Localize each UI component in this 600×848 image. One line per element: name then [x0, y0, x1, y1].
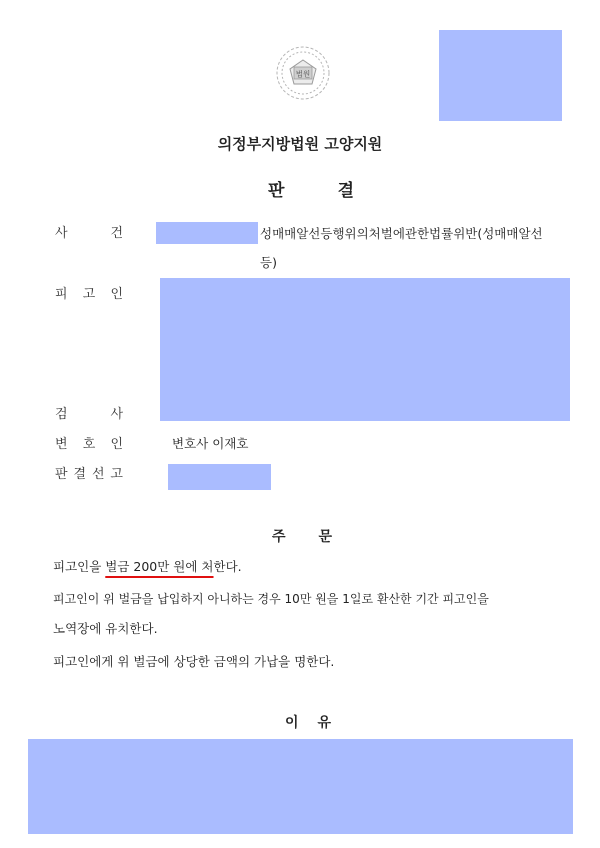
order-line-1-underlined: 벌금 200만 원에 처 [105, 559, 214, 574]
verdict-date-label: 판 결 선 고 [55, 467, 123, 482]
redacted-block-top-right [439, 30, 562, 121]
defendant-label: 피 고 인 [55, 287, 123, 302]
redacted-defendant-info [160, 278, 570, 421]
document-title-char: 판 [268, 181, 285, 201]
redacted-reason-body [28, 739, 573, 834]
seal-text: 법원 [295, 69, 311, 79]
reason-heading: 이 유 [285, 715, 331, 731]
case-title-line1: 성매매알선등행위의처벌에관한법률위반(성매매알선 [260, 226, 543, 241]
counsel-value: 변호사 이재호 [172, 436, 249, 451]
document-title-char: 결 [337, 181, 354, 201]
order-heading: 주 문 [272, 529, 332, 545]
case-label: 사 건 [55, 226, 123, 241]
court-seal-icon [272, 40, 334, 102]
order-line-3: 노역장에 유치한다. [53, 621, 158, 636]
redacted-case-number [156, 222, 258, 244]
order-line-4: 피고인에게 위 벌금에 상당한 금액의 가납을 명한다. [53, 654, 335, 669]
redacted-verdict-date [168, 464, 271, 490]
court-name: 의정부지방법원 고양지원 [217, 135, 383, 153]
case-title-line2: 등) [260, 255, 277, 270]
order-line-1: 피고인을 벌금 200만 원에 처한다. [53, 559, 242, 574]
court-seal-emblem [272, 40, 334, 102]
document-title [268, 176, 354, 201]
order-line-2: 피고인이 위 벌금을 납입하지 아니하는 경우 10만 원을 1일로 환산한 기간 피고인을 [53, 592, 489, 606]
counsel-label: 변 호 인 [55, 437, 123, 452]
prosecutor-label: 검 사 [55, 407, 123, 422]
